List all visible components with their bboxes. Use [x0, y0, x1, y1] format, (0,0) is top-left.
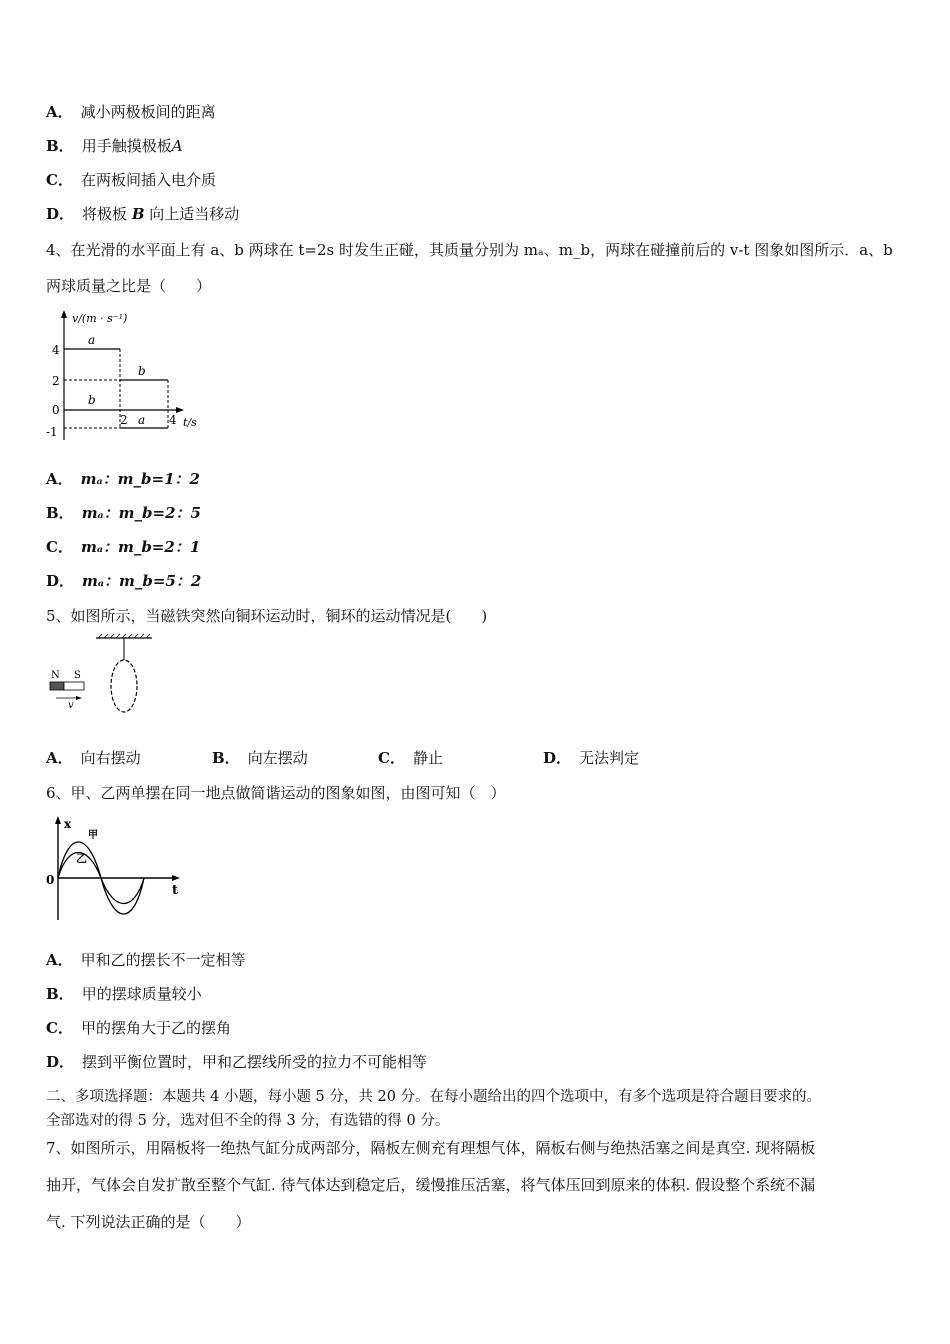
q5-south-label: S [74, 670, 81, 681]
q6-x-axis-label: t [172, 883, 179, 898]
q4-label-b-after: b [138, 364, 146, 378]
q7-stem-line3: 气. 下列说法正确的是（ ） [46, 1213, 251, 1231]
q5-stem: 5、如图所示，当磁铁突然向铜环运动时，铜环的运动情况是( ) [46, 607, 488, 625]
q4-option-b: B． mₐ：m_b=2：5 [46, 504, 201, 522]
q4-y-axis-label: v/(m · s⁻¹) [72, 312, 128, 325]
q4-label-a-after: a [138, 413, 146, 427]
q4-xtick-4: 4 [169, 413, 177, 427]
q6-option-d: D． 摆到平衡位置时，甲和乙摆线所受的拉力不可能相等 [46, 1053, 428, 1071]
q6-oscillation-graph [44, 812, 190, 924]
q5-option-d: D． 无法判定 [543, 749, 640, 767]
q4-label-a-before: a [88, 333, 96, 347]
q5-option-c: C． 静止 [378, 749, 443, 767]
q4-stem-line2: 两球质量之比是（ ） [46, 277, 212, 295]
q6-option-c: C． 甲的摆角大于乙的摆角 [46, 1019, 231, 1037]
q6-curve-jia-label: 甲 [88, 830, 98, 841]
q4-ytick-0: 0 [52, 403, 60, 417]
q5-magnet-ring-figure [44, 632, 164, 717]
q6-option-b: B． 甲的摆球质量较小 [46, 985, 202, 1003]
q5-velocity-label: v [68, 700, 74, 711]
q3-option-a: A． 减小两极板间的距离 [46, 103, 216, 121]
q7-stem-line1: 7、如图所示，用隔板将一绝热气缸分成两部分，隔板左侧充有理想气体，隔板右侧与绝热活塞之间是真空. 现将隔板 [46, 1139, 816, 1157]
q4-x-axis-label: t/s [183, 416, 197, 429]
section2-line1: 二、多项选择题：本题共 4 小题，每小题 5 分，共 20 分。在每小题给出的四个选项中，有多个选项是符合题目要求的。 [46, 1089, 822, 1105]
q3-option-c: C． 在两板间插入电介质 [46, 171, 216, 189]
section2-line2: 全部选对的得 5 分，选对但不全的得 3 分，有选错的得 0 分。 [46, 1113, 450, 1129]
q3-option-d: D． 将极板 B 向上适当移动 [46, 205, 240, 223]
q6-option-a: A． 甲和乙的摆长不一定相等 [46, 951, 246, 969]
q5-option-a: A． 向右摆动 [46, 749, 141, 767]
q6-curve-yi-label: 乙 [76, 852, 87, 865]
q3-option-b: B． 用手触摸极板A [46, 137, 183, 155]
q4-option-a: A． mₐ：m_b=1：2 [46, 470, 200, 488]
q4-vt-graph [40, 306, 210, 446]
q4-label-b-before: b [88, 393, 96, 407]
q5-north-label: N [51, 670, 60, 681]
q6-origin-label: 0 [46, 873, 55, 887]
q4-ytick-2: 2 [52, 374, 60, 388]
q4-option-c: C． mₐ：m_b=2：1 [46, 538, 201, 556]
q6-stem: 6、甲、乙两单摆在同一地点做简谐运动的图象如图，由图可知（ ） [46, 784, 506, 802]
q6-y-axis-label: x [64, 817, 72, 831]
q4-ytick-4: 4 [52, 343, 60, 357]
q7-stem-line2: 抽开，气体会自发扩散至整个气缸. 待气体达到稳定后，缓慢推压活塞，将气体压回到原来的体积. 假设整个系统不漏 [46, 1176, 816, 1194]
q4-stem-line1: 4、在光滑的水平面上有 a、b 两球在 t=2s 时发生正碰，其质量分别为 mₐ、m_b，两球在碰撞前后的 v-t 图象如图所示．a、b [46, 241, 893, 259]
q4-xtick-2: 2 [120, 413, 128, 427]
q4-ytick-neg1: -1 [46, 425, 58, 439]
q4-option-d: D． mₐ：m_b=5：2 [46, 572, 202, 590]
q5-option-b: B． 向左摆动 [212, 749, 308, 767]
